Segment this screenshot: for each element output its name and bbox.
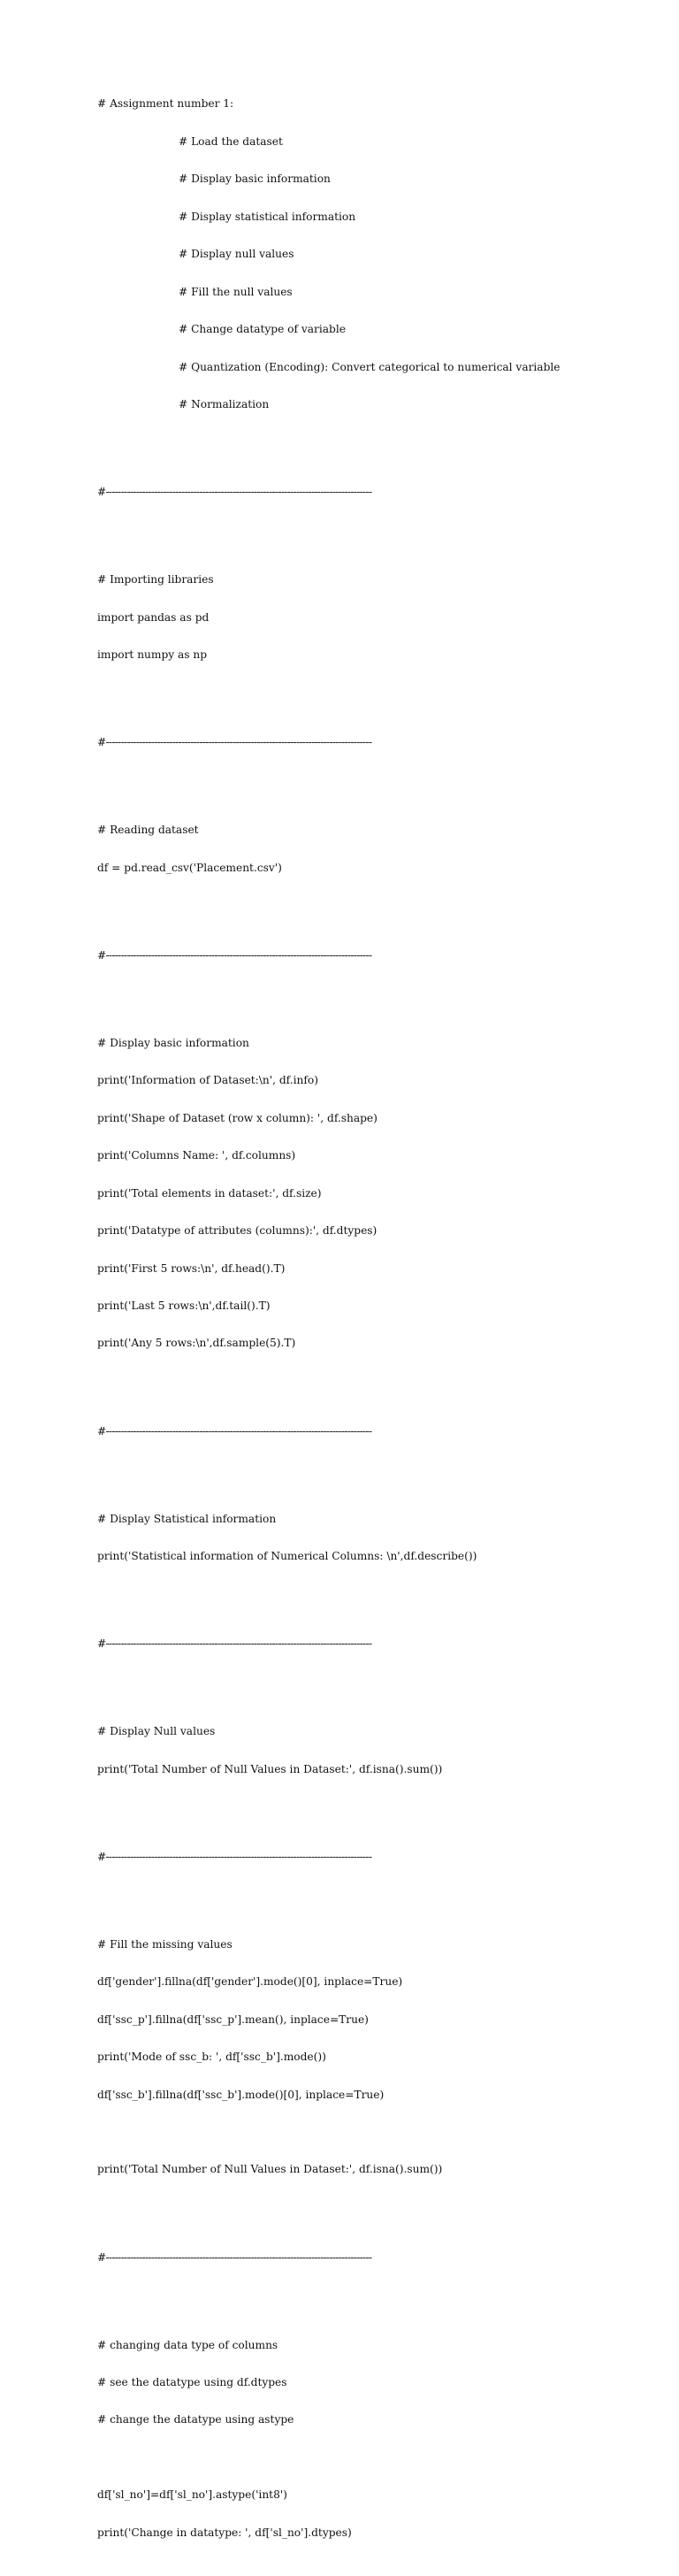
- blank-line: [97, 1375, 663, 1387]
- code-line: df['ssc_b'].fillna(df['ssc_b'].mode()[0], inplace=True): [97, 2088, 385, 2101]
- step-comment: # Quantization (Encoding): Convert categorical to numerical variable: [179, 360, 561, 373]
- code-line: print('Change in datatype: ', df['sl_no'].dtypes): [97, 2526, 352, 2539]
- section-comment: # Display basic information: [97, 1036, 249, 1049]
- blank-line: [97, 986, 663, 999]
- blank-line: [97, 2126, 663, 2138]
- step-comment: # Display basic information: [179, 172, 331, 186]
- blank-line: [97, 436, 663, 448]
- blank-line: [97, 2201, 663, 2213]
- step-comment: # Load the dataset: [179, 134, 283, 148]
- blank-line: [97, 1462, 663, 1475]
- code-line: print('Total Number of Null Values in Dataset:', df.isna().sum()): [97, 2163, 443, 2176]
- section-comment: # Importing libraries: [97, 573, 214, 586]
- section-comment: # changing data type of columns: [97, 2338, 278, 2351]
- code-line: print('Last 5 rows:\n',df.tail().T): [97, 1300, 271, 1312]
- step-comment: # Display null values: [179, 248, 294, 261]
- separator-line: #----------------------------------------------------------------------------------------: [97, 1850, 372, 1863]
- blank-line: [97, 1587, 663, 1599]
- section-comment: # Fill the missing values: [97, 1937, 233, 1951]
- code-listing: [97, 60, 663, 2576]
- separator-line: #----------------------------------------------------------------------------------------: [97, 736, 372, 749]
- code-line: print('Total elements in dataset:', df.size): [97, 1186, 322, 1200]
- step-comment: # Display statistical information: [179, 210, 356, 223]
- section-comment: # change the datatype using astype: [97, 2413, 294, 2426]
- blank-line: [97, 2288, 663, 2301]
- section-comment: # Display Null values: [97, 1725, 216, 1738]
- blank-line: [97, 1888, 663, 1900]
- separator-line: #----------------------------------------------------------------------------------------: [97, 1637, 372, 1651]
- blank-line: [97, 899, 663, 911]
- code-line: print('Datatype of attributes (columns):', df.dtypes): [97, 1224, 378, 1238]
- section-comment: # Display Statistical information: [97, 1512, 277, 1525]
- separator-line: #----------------------------------------------------------------------------------------: [97, 486, 372, 499]
- step-comment: # Fill the null values: [179, 285, 293, 298]
- blank-line: [97, 1800, 663, 1813]
- separator-line: #----------------------------------------------------------------------------------------: [97, 1424, 372, 1438]
- code-line: df['sl_no']=df['sl_no'].astype('int8'): [97, 2488, 287, 2502]
- code-line: import pandas as pd: [97, 610, 210, 624]
- section-comment: # see the datatype using df.dtypes: [97, 2376, 287, 2389]
- blank-line: [97, 524, 663, 536]
- assignment-title: # Assignment number 1:: [97, 97, 234, 111]
- section-comment: # Reading dataset: [97, 824, 199, 837]
- step-comment: # Normalization: [179, 398, 270, 411]
- code-line: print('Information of Dataset:\n', df.info): [97, 1074, 318, 1087]
- code-line: print('Columns Name: ', df.columns): [97, 1149, 296, 1162]
- code-line: print('Any 5 rows:\n',df.sample(5).T): [97, 1337, 296, 1350]
- blank-line: [97, 686, 663, 699]
- step-comment: # Change datatype of variable: [179, 323, 346, 336]
- code-line: print('Shape of Dataset (row x column): ', df.shape): [97, 1111, 378, 1124]
- code-line: df['ssc_p'].fillna(df['ssc_p'].mean(), inplace=True): [97, 2012, 369, 2026]
- code-line: df['gender'].fillna(df['gender'].mode()[0], inplace=True): [97, 1975, 403, 1989]
- code-line: print('First 5 rows:\n', df.head().T): [97, 1261, 286, 1275]
- code-line: print('Total Number of Null Values in Dataset:', df.isna().sum()): [97, 1762, 443, 1775]
- code-line: df = pd.read_csv('Placement.csv'): [97, 861, 282, 874]
- blank-line: [97, 774, 663, 786]
- code-line: print('Mode of ssc_b: ', df['ssc_b'].mode()): [97, 2051, 326, 2064]
- code-line: import numpy as np: [97, 648, 208, 662]
- blank-line: [97, 1675, 663, 1688]
- separator-line: #----------------------------------------------------------------------------------------: [97, 948, 372, 962]
- blank-line: [97, 2451, 663, 2464]
- code-line: print('Statistical information of Numerical Columns: \n',df.describe()): [97, 1550, 477, 1563]
- separator-line: #----------------------------------------------------------------------------------------: [97, 2250, 372, 2264]
